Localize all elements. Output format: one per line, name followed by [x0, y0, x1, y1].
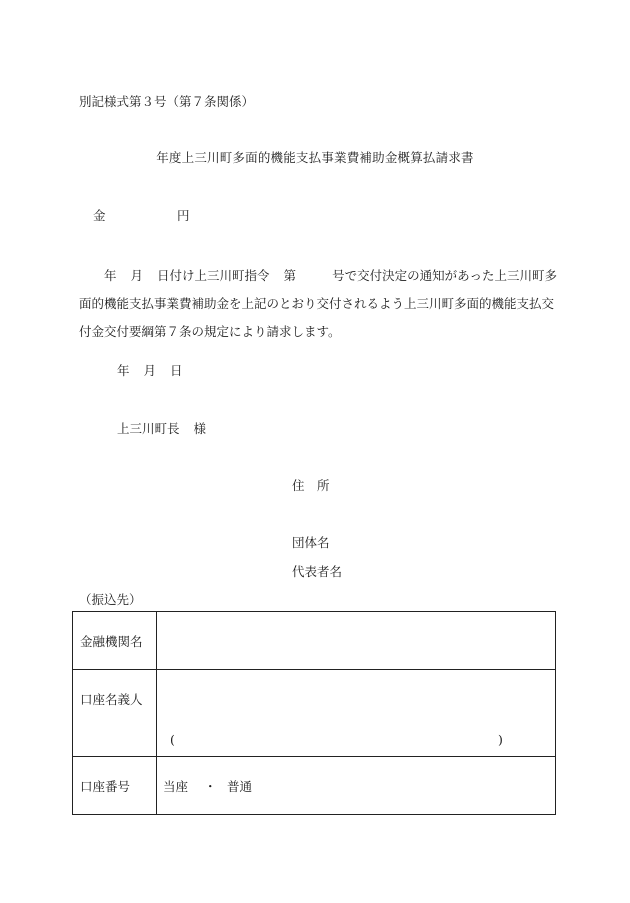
body-order-ref: 日付け上三川町指令 — [157, 268, 270, 283]
transfer-destination-label: （振込先） — [79, 592, 142, 607]
date-year: 年 — [117, 363, 130, 378]
applicant-org-label: 団体名 — [292, 535, 330, 550]
account-number-label: 口座番号 — [80, 779, 131, 794]
table-row-holder — [73, 670, 556, 757]
table-row-number — [73, 757, 556, 815]
paren-close: ) — [498, 732, 503, 747]
body-month: 月 — [130, 268, 144, 283]
bank-name-label-cell — [73, 612, 157, 670]
bank-name-label: 金融機関名 — [80, 634, 143, 649]
bank-account-table — [72, 611, 556, 815]
body-number-prefix: 第 — [283, 268, 297, 283]
body-line-1 — [79, 262, 559, 290]
account-number-label-cell — [73, 757, 157, 815]
amount-prefix: 金 — [93, 208, 106, 223]
body-year: 年 — [104, 268, 117, 283]
body-line-3: 付金交付要綱第７条の規定により請求します。 — [79, 324, 341, 339]
date-day: 日 — [170, 363, 183, 378]
account-holder-label: 口座名義人 — [80, 692, 143, 707]
account-type-ordinary: 普通 — [227, 779, 253, 794]
addressee-name: 上三川町長 — [117, 421, 180, 436]
bank-name-field[interactable] — [157, 612, 556, 670]
account-number-field[interactable] — [157, 757, 556, 815]
applicant-rep-label: 代表者名 — [292, 564, 343, 579]
account-holder-field[interactable] — [157, 670, 556, 757]
date-line — [117, 361, 183, 379]
account-type-separator: ・ — [204, 779, 217, 794]
addressee-honorific: 様 — [193, 421, 207, 436]
account-type-current: 当座 — [163, 779, 189, 794]
body-notice-text: 号で交付決定の通知があった上三川町多 — [332, 268, 557, 283]
request-body-paragraph — [79, 262, 559, 346]
form-reference: 別記様式第３号（第７条関係） — [79, 94, 255, 109]
addressee — [117, 419, 206, 437]
table-row-bank — [73, 612, 556, 670]
document-title: 年度上三川町多面的機能支払事業費補助金概算払請求書 — [156, 150, 474, 165]
paren-open: ( — [170, 732, 175, 747]
account-holder-label-cell — [73, 670, 157, 757]
body-line-2: 面的機能支払事業費補助金を上記のとおり交付されるよう上三川町多面的機能支払交 — [79, 296, 555, 311]
amount-unit: 円 — [177, 208, 190, 223]
date-month: 月 — [143, 363, 157, 378]
applicant-address-label: 住 所 — [292, 478, 330, 493]
